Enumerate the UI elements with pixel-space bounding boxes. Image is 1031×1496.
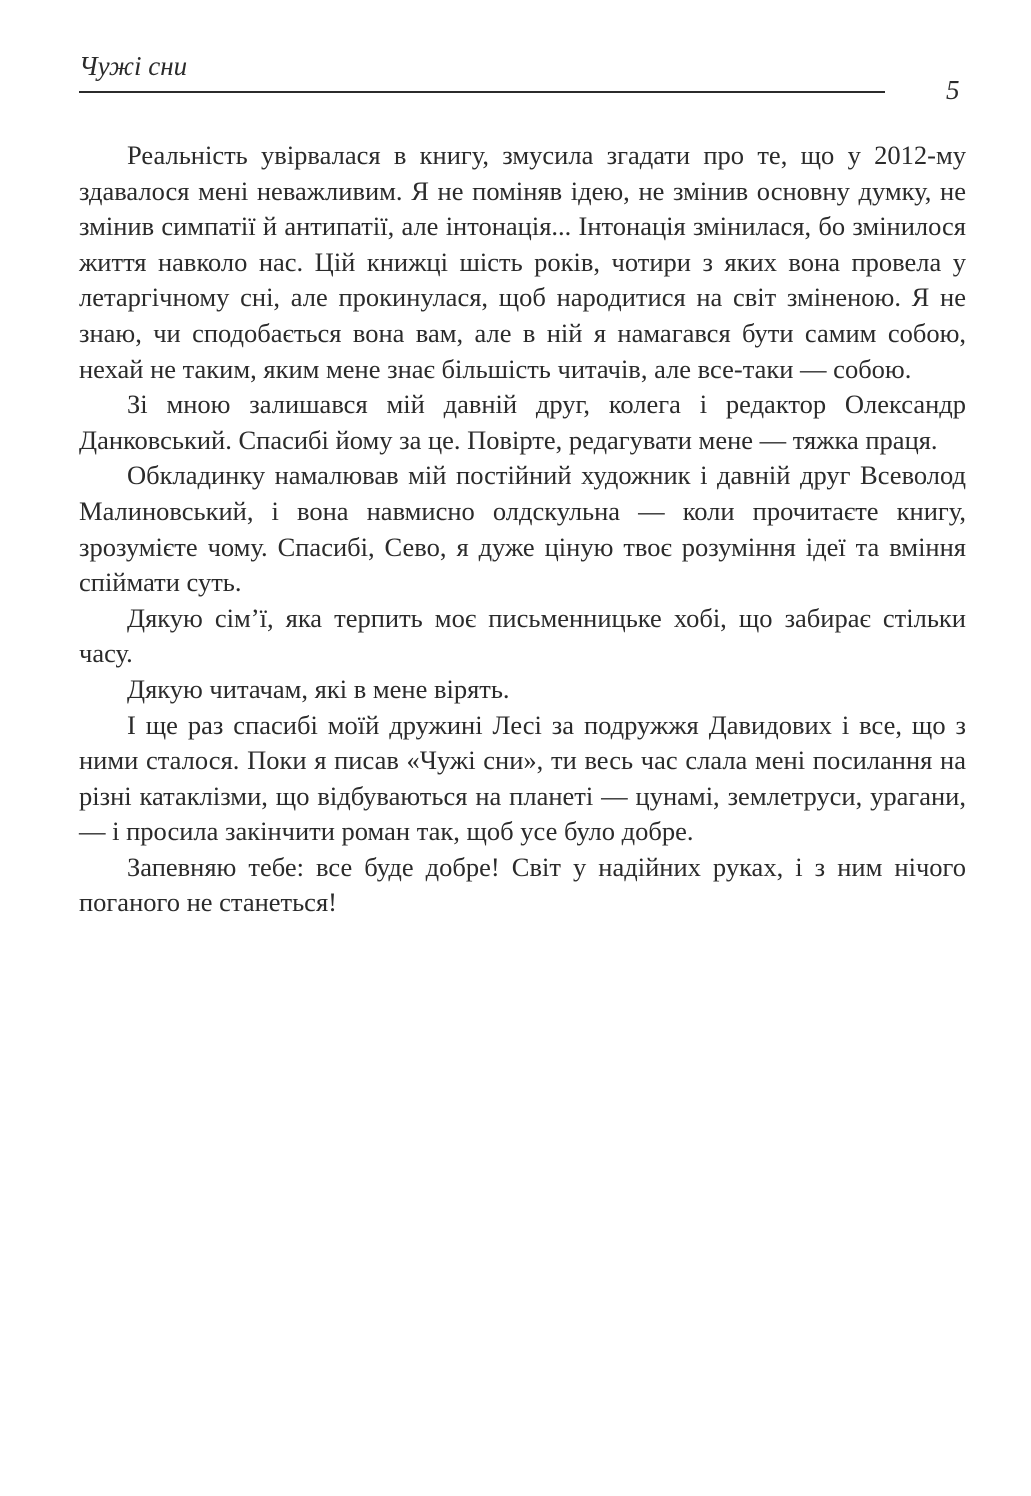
paragraph: І ще раз спасибі моїй дружині Лесі за подружжя Давидових і все, що з ними сталося. Поки я писав «Чужі сни», ти весь час слала мені посилання на різні катаклізми, що відбуваються на планеті — цунамі, землетруси, урагани, — і просила закінчити роман так, щоб усе було добре. (79, 709, 966, 847)
page-number: 5 (946, 75, 960, 105)
paragraph: Реальність увірвалася в книгу, змусила згадати про те, що у 2012-му здавалося мені неважливим. Я не поміняв ідею, не змінив основну думку, не змінив симпатії й антипатії, але інтонація... Інтонація змінилася, бо змінилося життя навколо нас. Цій книжці шість років, чотири з яких вона провела у летаргічному сні, але прокинулася, щоб народитися на світ зміненою. Я не знаю, чи сподобається вона вам, але в ній я намагався бути самим собою, нехай не таким, яким мене знає більшість читачів, але все-таки — собою. (79, 140, 966, 384)
body-text (79, 138, 966, 921)
paragraph: Дякую читачам, які в мене вірять. (127, 673, 510, 704)
paragraph: Дякую сім’ї, яка терпить моє письменницьке хобі, що забирає стільки часу. (79, 602, 966, 669)
header-rule (79, 91, 885, 93)
running-head-title: Чужі сни (79, 51, 188, 81)
paragraph: Зі мною залишався мій давній друг, колега і редактор Олександр Данковський. Спасибі йому за це. Повірте, редагувати мене — тяжка праця. (79, 389, 966, 455)
paragraph: Обкладинку намалював мій постійний художник і давній друг Всеволод Малиновський, і вона навмисно олдскульна — коли прочитаєте книгу, зрозумієте чому. Спасибі, Сево, я дуже ціную твоє розуміння ідеї та вміння спіймати суть. (79, 460, 966, 598)
paragraph: Запевняю тебе: все буде добре! Світ у надійних руках, і з ним нічого поганого не станеться! (79, 851, 966, 918)
